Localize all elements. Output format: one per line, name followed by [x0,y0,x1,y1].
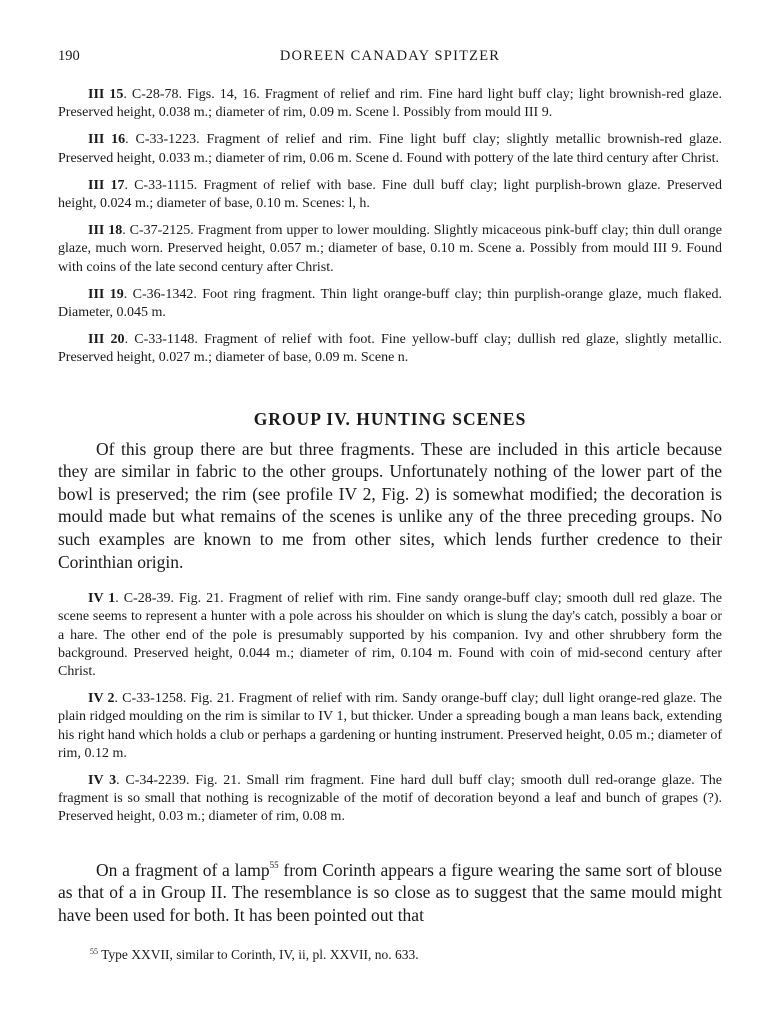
footnote [90,946,722,963]
group-iv-heading: GROUP IV. HUNTING SCENES [253,408,527,429]
entry-number: III 15 [88,87,124,102]
catalogue-entry-iii-17 [58,177,722,213]
entry-text: . C-36-1342. Foot ring fragment. Thin light orange-buff clay; thin purplish-orange glaze, much flaked. Diameter, 0.045 m. [58,286,722,321]
entry-number: III 19 [88,286,124,302]
page-number: 190 [58,48,80,64]
entry-number: III 16 [88,132,126,148]
page [58,48,722,963]
catalogue-entry-iii-16 [58,131,722,167]
entry-text: . C-37-2125. Fragment from upper to lower moulding. Slightly micaceous pink-buff clay; thin dull orange glaze, much worn. Preserved height, 0.057 m.; diameter of base, 0.10 m. Scene a. Possibly from mould III 9. Found with coins of the late second century after Christ. [58,223,722,275]
catalogue-entry-iv-3 [58,772,722,827]
entry-number: III 20 [88,332,125,348]
catalogue-entry-iii-19 [58,286,722,322]
catalogue-entry-iv-2 [58,690,722,763]
entry-number: III 17 [88,177,125,193]
running-title: DOREEN CANADAY SPITZER [279,48,501,64]
catalogue-entry-iii-20 [58,331,722,367]
footnote-text: Type XXVII, similar to Corinth, IV, ii, pl. XXVII, no. 633. [98,947,419,963]
catalogue-entry-iii-15 [58,86,722,122]
entry-text: . C-33-1115. Fragment of relief with base. Fine dull buff clay; light purplish-brown glaze. Preserved height, 0.024 m.; diameter of base, 0.10 m. Scenes: l, h. [58,177,722,212]
entry-number: IV 3 [88,773,117,789]
catalogue-entry-iii-18 [58,222,722,277]
entry-text: . C-34-2239. Fig. 21. Small rim fragment. Fine hard dull buff clay; smooth dull red-orange glaze. The fragment is so small that nothing is recognizable of the motif of decoration beyond a leaf and bunch of grapes (?). Preserved height, 0.03 m.; diameter of rim, 0.08 m. [58,773,723,825]
closing-paragraph [58,859,722,927]
footnote-reference[interactable]: 55 [269,859,279,870]
entry-number: IV 2 [88,691,115,707]
entry-text: . C-28-78. Figs. 14, 16. Fragment of relief and rim. Fine hard light buff clay; light brownish-red glaze. Preserved height, 0.038 m.; diameter of rim, 0.09 m. Scene l. Possibly from mould III 9. [58,87,722,121]
entry-text: . C-28-39. Fig. 21. Fragment of relief with rim. Fine sandy orange-buff clay; smooth dull red glaze. The scene seems to represent a hunter with a pole across his shoulder on which is slung the day's catch, possibly a boar or a hare. The other end of the pole is presumably supported by his companion. Ivy and other shrubbery form the background. Preserved height, 0.044 m.; diameter of rim, 0.104 m. Found with coin of mid-second century after Christ. [58,591,722,680]
catalogue-entry-iv-1 [58,590,722,681]
group-iii-catalogue [58,86,722,368]
group-iv-catalogue [58,590,722,826]
entry-text: . C-33-1258. Fig. 21. Fragment of relief with rim. Sandy orange-buff clay; dull light orange-red glaze. The plain ridged moulding on the rim is similar to IV 1, but thicker. Under a spreading bough a man leans back, extending his right hand which holds a club or perhaps a gardening or hunting instrument. Preserved height, 0.05 m.; diameter of rim, 0.12 m. [58,691,722,761]
entry-text: . C-33-1223. Fragment of relief and rim. Fine light buff clay; slightly metallic brownish-red glaze. Preserved height, 0.033 m.; diameter of rim, 0.06 m. Scene d. Found with pottery of the late third century after Christ. [58,132,722,166]
entry-number: IV 1 [88,591,116,607]
entry-number: III 18 [88,223,123,239]
closing-text-end: from Corinth appears a figure wearing the same sort of blouse as that of a in Group II. The resemblance is so close as to suggest that the same mould might have been used for both. It has been pointed out that [58,859,722,925]
running-head [58,48,722,72]
footnote-marker: 55 [90,947,98,957]
entry-text: . C-33-1148. Fragment of relief with foot. Fine yellow-buff clay; dullish red glaze, slightly metallic. Preserved height, 0.027 m.; diameter of base, 0.09 m. Scene n. [58,332,722,366]
closing-text-start: On a fragment of a lamp [96,859,270,880]
intro-text: Of this group there are but three fragments. These are included in this article because they are similar in fabric to the other groups. Unfortunately nothing of the lower part of the bowl is preserved; the rim (see profile IV 2, Fig. 2) is somewhat modified; the decoration is mould made but what remains of the scenes is unlike any of the three preceding groups. No such examples are known to me from other sites, which lends further credence to their Corinthian origin. [58,438,722,572]
group-iv-intro [58,438,722,574]
